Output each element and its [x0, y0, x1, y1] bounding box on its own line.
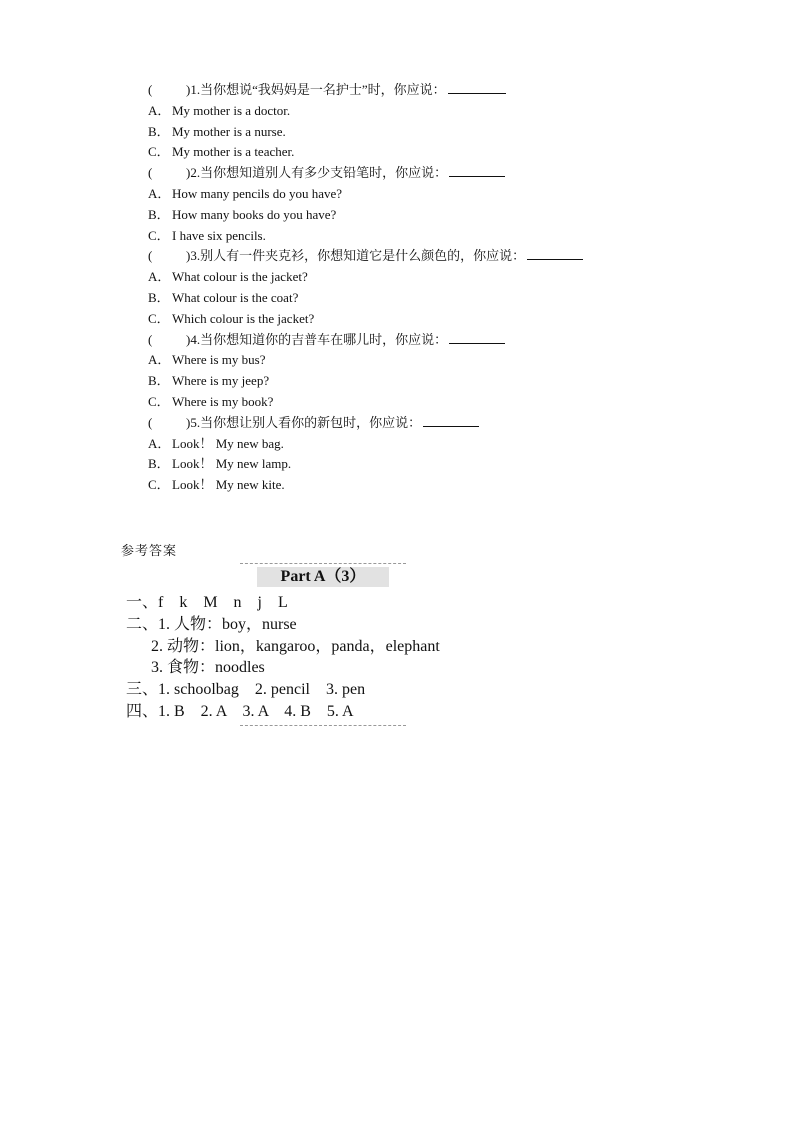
- question-text: )5.当你想让别人看你的新包时，你应说：: [186, 414, 422, 430]
- answer-paren[interactable]: (: [148, 248, 153, 264]
- question-stem: [148, 80, 668, 101]
- answer-blank[interactable]: [449, 332, 505, 344]
- option-row[interactable]: A． Where is my bus?: [148, 352, 266, 368]
- option-row[interactable]: C． Which colour is the jacket?: [148, 310, 315, 326]
- option-row[interactable]: C． I have six pencils.: [148, 227, 266, 243]
- answer-blank[interactable]: [423, 415, 479, 427]
- option-row[interactable]: B． Look！ My new lamp.: [148, 456, 292, 472]
- answer-paren[interactable]: (: [148, 82, 153, 97]
- answer-line: 一、f k M n j L: [126, 594, 288, 611]
- option-row[interactable]: B． Where is my jeep?: [148, 373, 270, 389]
- answer-line: 2. 动物：lion，kangaroo，panda，elephant: [151, 638, 440, 655]
- option-row[interactable]: B． How many books do you have?: [148, 206, 337, 222]
- option-row[interactable]: C． Look！ My new kite.: [148, 477, 285, 493]
- option-row[interactable]: A． How many pencils do you have?: [148, 185, 343, 201]
- answer-paren[interactable]: (: [148, 165, 153, 181]
- reference-title: 参考答案: [121, 543, 178, 558]
- answer-line: 二、1. 人物：boy，nurse: [126, 616, 297, 633]
- question-stem: [148, 246, 668, 267]
- question-text: )2.当你想知道别人有多少支铅笔时，你应说：: [186, 165, 448, 181]
- question-stem: [148, 330, 668, 351]
- question-text: )1.当你想说“我妈妈是一名护士”时，你应说：: [186, 82, 446, 97]
- option-row[interactable]: C． Where is my book?: [148, 393, 274, 409]
- option-row[interactable]: B． My mother is a nurse.: [148, 123, 286, 139]
- question-text: )3.别人有一件夹克衫，你想知道它是什么颜色的，你应说：: [186, 248, 526, 264]
- answer-line: 四、1. B 2. A 3. A 4. B 5. A: [126, 703, 354, 720]
- answer-line: 3. 食物：noodles: [151, 659, 265, 676]
- question-stem: [148, 413, 668, 434]
- divider: [240, 725, 406, 726]
- answer-blank[interactable]: [449, 165, 505, 177]
- answer-line: 三、1. schoolbag 2. pencil 3. pen: [126, 681, 366, 698]
- part-header: Part A（3）: [257, 567, 389, 587]
- answer-blank[interactable]: [448, 82, 506, 94]
- option-row[interactable]: A． Look！ My new bag.: [148, 435, 284, 451]
- answer-paren[interactable]: (: [148, 331, 153, 347]
- question-text: )4.当你想知道你的吉普车在哪儿时，你应说：: [186, 331, 448, 347]
- answer-blank[interactable]: [527, 248, 583, 260]
- answer-paren[interactable]: (: [148, 414, 153, 430]
- question-stem: [148, 163, 668, 184]
- question-section: [148, 80, 668, 496]
- option-row[interactable]: B． What colour is the coat?: [148, 289, 299, 305]
- option-row[interactable]: C． My mother is a teacher.: [148, 144, 295, 160]
- option-row[interactable]: A． My mother is a doctor.: [148, 102, 291, 118]
- option-row[interactable]: A． What colour is the jacket?: [148, 269, 308, 285]
